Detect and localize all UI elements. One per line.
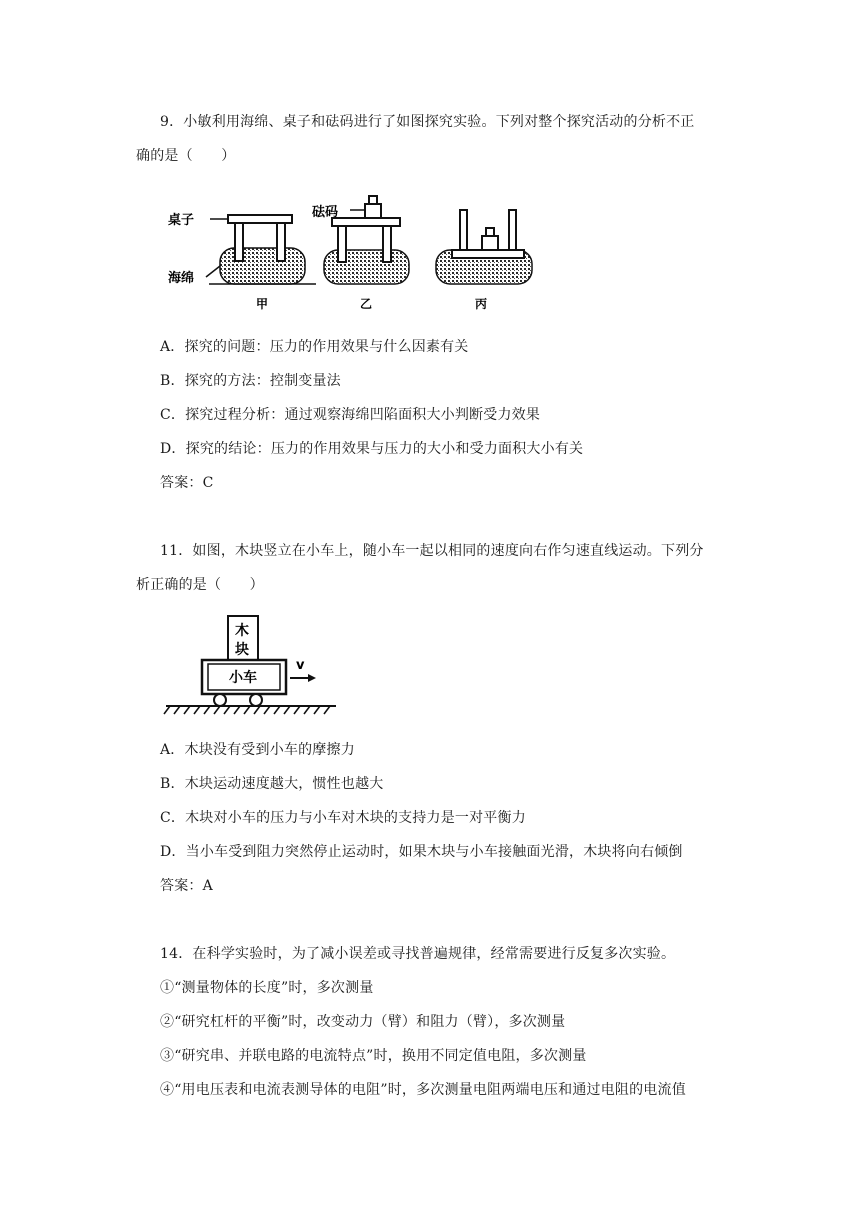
label-sponge: 海绵 — [168, 271, 195, 286]
velocity-label: v — [296, 658, 305, 673]
table-leg-yi-1 — [338, 226, 346, 262]
setup-jia — [206, 215, 316, 284]
q11-stem-line1: 11．如图，木块竖立在小车上，随小车一起以相同的速度向右作匀速直线运动。下列分 — [160, 543, 704, 559]
weight-bing — [482, 236, 498, 250]
q11-answer: 答案：A — [160, 878, 213, 894]
block-char-1: 木 — [235, 623, 249, 639]
q14-item-3: ③“研究串、并联电路的电流特点”时，换用不同定值电阻，多次测量 — [160, 1048, 587, 1064]
q9-stem-line1: 9．小敏利用海绵、桌子和砝码进行了如图探究实验。下列对整个探究活动的分析不正 — [160, 114, 695, 130]
weight-yi — [365, 204, 381, 218]
label-table: 桌子 — [168, 213, 195, 228]
q14-item-2: ②“研究杠杆的平衡”时，改变动力（臂）和阻力（臂），多次测量 — [160, 1014, 566, 1030]
q9-figure — [160, 188, 550, 318]
table-leg-yi-2 — [383, 226, 391, 262]
cart-label: 小车 — [229, 670, 257, 686]
q9-option-b: B．探究的方法：控制变量法 — [160, 373, 341, 389]
q11-stem-line2: 析正确的是（ ） — [136, 577, 264, 593]
q11-option-b: B．木块运动速度越大，惯性也越大 — [160, 776, 384, 792]
q9-stem-line2: 确的是（ ） — [136, 148, 236, 164]
caption-bing: 丙 — [475, 297, 488, 311]
q11-figure — [160, 612, 350, 722]
table-leg-bing-1 — [460, 210, 467, 250]
table-top-yi — [332, 218, 400, 226]
q14-stem: 14．在科学实验时，为了减小误差或寻找普遍规律，经常需要进行反复多次实验。 — [160, 946, 676, 962]
caption-jia: 甲 — [256, 297, 269, 311]
q9-option-a: A．探究的问题：压力的作用效果与什么因素有关 — [160, 339, 469, 355]
table-top-bing — [452, 250, 524, 258]
q9-answer: 答案：C — [160, 475, 214, 491]
q11-option-c: C．木块对小车的压力与小车对木块的支持力是一对平衡力 — [160, 810, 526, 826]
table-leg-jia-1 — [235, 223, 243, 261]
block-char-2: 块 — [235, 642, 249, 658]
sponge-jia — [220, 248, 305, 284]
q14-item-4: ④“用电压表和电流表测导体的电阻”时，多次测量电阻两端电压和通过电阻的电流值 — [160, 1082, 686, 1098]
ground-hatch — [164, 706, 330, 714]
table-leg-jia-2 — [277, 223, 285, 261]
q14-item-1: ①“测量物体的长度”时，多次测量 — [160, 980, 374, 996]
caption-yi: 乙 — [360, 297, 373, 311]
cart-wheel-right — [250, 694, 262, 706]
label-weight: 砝码 — [312, 205, 339, 220]
q11-option-d: D．当小车受到阻力突然停止运动时，如果木块与小车接触面光滑，木块将向右倾倒 — [160, 844, 683, 860]
table-top-jia — [228, 215, 292, 223]
sponge-yi — [324, 250, 409, 284]
cart-wheel-left — [214, 694, 226, 706]
table-leg-bing-2 — [509, 210, 516, 250]
q9-option-d: D．探究的结论：压力的作用效果与压力的大小和受力面积大小有关 — [160, 441, 584, 457]
q11-option-a: A．木块没有受到小车的摩擦力 — [160, 742, 355, 758]
q9-option-c: C．探究过程分析：通过观察海绵凹陷面积大小判断受力效果 — [160, 407, 541, 423]
setup-bing — [436, 210, 532, 284]
